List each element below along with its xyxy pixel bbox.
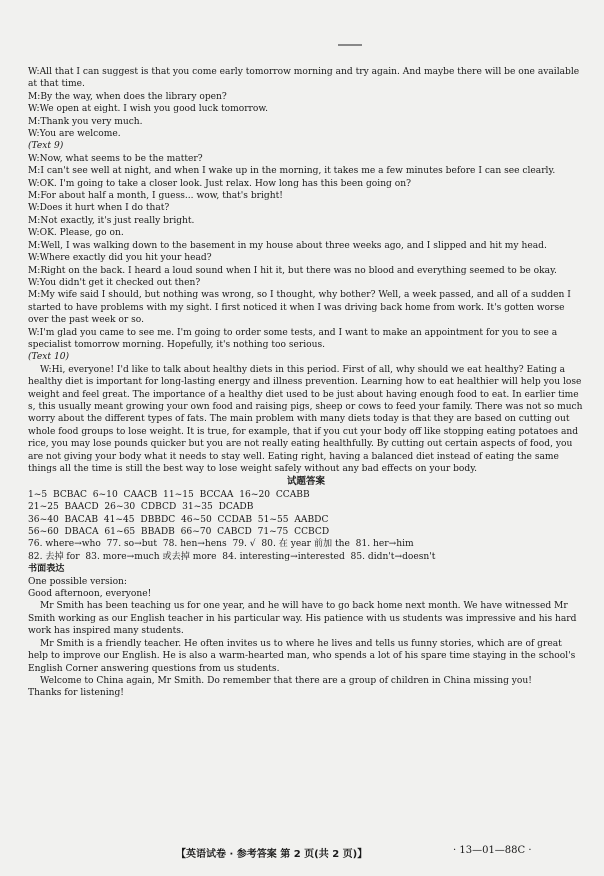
dialogue-line: W:You didn't get it checked out then?: [28, 277, 201, 288]
dialogue-line: W:Now, what seems to be the matter?: [28, 153, 203, 164]
dialogue-line: W:Does it hurt when I do that?: [28, 203, 170, 214]
dialogue-line: M:I can't see well at night, and when I wake up in the morning, it takes me a few minutes before I can see clearly.: [28, 166, 556, 177]
dialogue-line: W:All that I can suggest is that you come early tomorrow morning and try again. And maybe there will be one available at that time.: [28, 67, 580, 90]
answer-row: 36~40 BACAB 41~45 DBBDC 46~50 CCDAB 51~55 AABDC: [28, 514, 329, 525]
dialogue-line: M:For about half a month, I guess... wow, that's bright!: [28, 191, 283, 202]
answer-row: 1~5 BCBAC 6~10 CAACB 11~15 BCCAA 16~20 CCABB: [28, 489, 310, 500]
dialogue-line: W:We open at eight. I wish you good luck tomorrow.: [28, 104, 268, 115]
essay-paragraph: Mr Smith has been teaching us for one year, and he will have to go back home next month. We have witnessed Mr Smith working as our English teacher in his particular way. His patience with us students was impressive and his hard work has inspired many students.: [28, 601, 577, 637]
answers-heading: 试题答案: [286, 476, 325, 488]
monologue-paragraph: W:Hi, everyone! I'd like to talk about healthy diets in this period. First of all, why should we eat healthy? Eating a healthy diet is important for long-lasting energy and illness prevention. Learning how to eat healthier will help you lose weight and feel great. The importance of a healthy diet used to be just about having enough food to eat. In earlier time s, this usually meant growing your own food and raising pigs, sheep or cows to feed your family. There was not so much worry about the different types of fats. The main problem with many diets today is that they are based on cutting out whole food groups to lose weight. It is true, for example, that if you cut your body off like stopping eating potatoes and rice, you may lose pounds quicker but you are not really eating healthfully. By cutting out certain aspects of food, you are not giving your body what it needs to stay well. Eating right, having a balanced diet instead of eating the same things all the time is still the best way to lose weight safely without any bad effects on your body.: [28, 364, 583, 474]
footer-code: · 13—01—88C ·: [453, 845, 532, 856]
dialogue-line: M:Well, I was walking down to the basement in my house about three weeks ago, and I slipped and hit my head.: [28, 240, 547, 251]
essay-paragraph: Mr Smith is a friendly teacher. He often invites us to where he lives and tells us funny stories, which are of great help to improve our English. He is also a warm-hearted man, who spends a lot of his spare time staying in the school's English Corner answering questions from us students.: [28, 638, 576, 674]
dialogue-line: W:You are welcome.: [28, 129, 121, 140]
page-content: [28, 66, 584, 700]
dialogue-line: W:OK. Please, go on.: [28, 228, 124, 239]
answer-row: 76. where→who 77. so→but 78. hen→hens 79. √ 80. 在 year 前加 the 81. her→him: [28, 539, 414, 550]
dialogue-line: M:My wife said I should, but nothing was wrong, so I thought, why bother? Well, a week passed, and all of a sudden I started to have problems with my sight. I first noticed it when I was driving back home from work. It's gotten worse over the past week or so.: [28, 290, 571, 326]
dialogue-line: M:By the way, when does the library open?: [28, 91, 227, 102]
dialogue-line: W:I'm glad you came to see me. I'm going to order some tests, and I want to make an appointment for you to see a specialist tomorrow morning. Hopefully, it's nothing too serious.: [28, 327, 558, 350]
answer-row: 82. 去掉 for 83. more→much 或去掉 more 84. interesting→interested 85. didn't→doesn't: [28, 551, 436, 562]
answer-row: 21~25 BAACD 26~30 CDBCD 31~35 DCADB: [28, 502, 254, 513]
header-mark: [338, 44, 362, 46]
essay-paragraph: Welcome to China again, Mr Smith. Do remember that there are a group of children in China missing you!: [40, 675, 532, 686]
dialogue-line: M:Not exactly, it's just really bright.: [28, 215, 195, 226]
writing-intro: One possible version:: [28, 576, 127, 587]
dialogue-line: M:Right on the back. I heard a loud sound when I hit it, but there was no blood and everything seemed to be okay.: [28, 265, 557, 276]
answer-row: 56~60 DBACA 61~65 BBADB 66~70 CABCD 71~75 CCBCD: [28, 527, 330, 538]
dialogue-line: W:OK. I'm going to take a closer look. Just relax. How long has this been going on?: [28, 178, 411, 189]
text9-label: (Text 9): [28, 141, 64, 152]
writing-heading: 书面表达: [28, 564, 65, 575]
footer-title: 【英语试卷 · 参考答案 第 2 页(共 2 页)】: [176, 849, 368, 860]
dialogue-line: M:Thank you very much.: [28, 116, 143, 127]
essay-greeting: Good afternoon, everyone!: [28, 589, 152, 600]
essay-closing: Thanks for listening!: [28, 688, 124, 699]
dialogue-line: W:Where exactly did you hit your head?: [28, 253, 212, 264]
text10-label: (Text 10): [28, 352, 70, 363]
